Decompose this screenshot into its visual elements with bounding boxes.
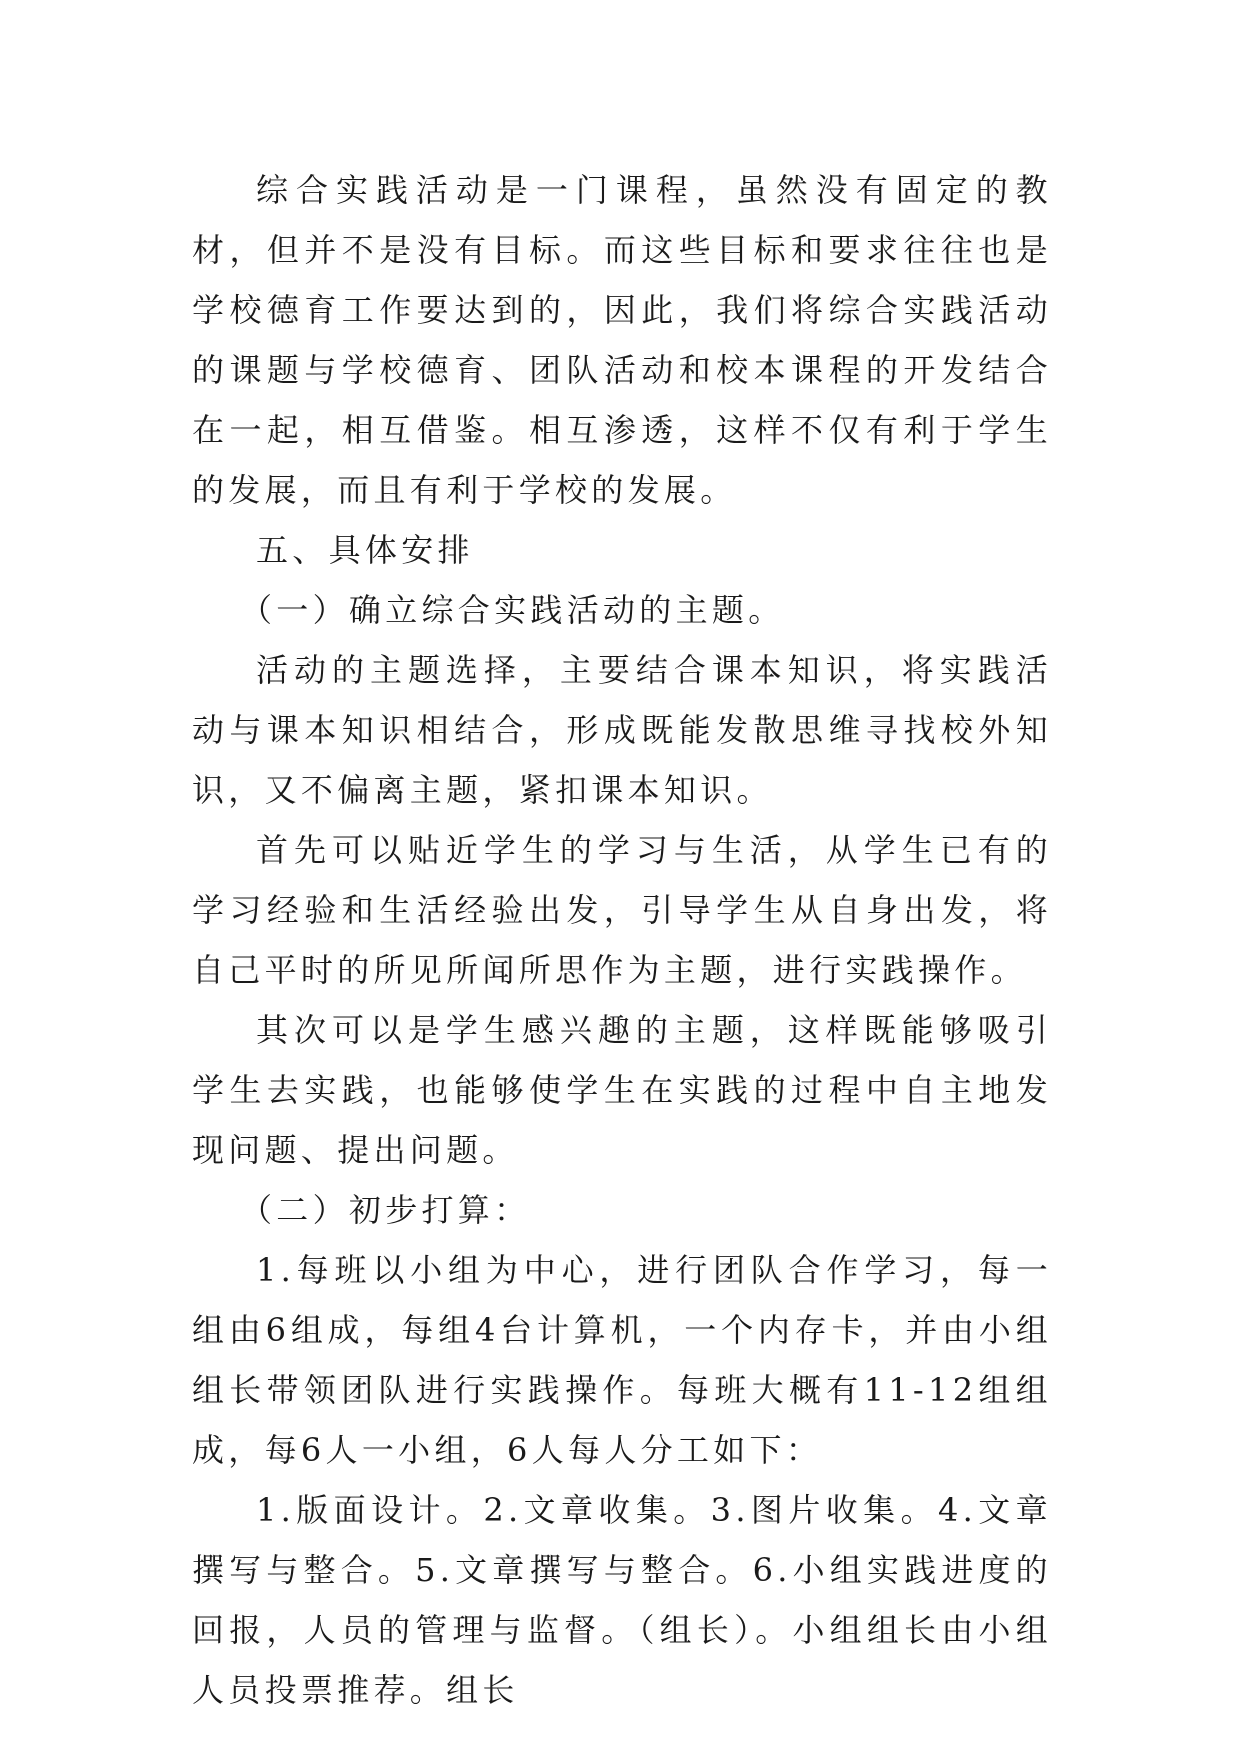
document-body bbox=[192, 160, 1052, 1720]
paragraph-first: 首先可以贴近学生的学习与生活，从学生已有的学习经验和生活经验出发，引导学生从自身出发，将自己平时的所见所闻所思作为主题，进行实践操作。 bbox=[192, 831, 1052, 989]
subsection-heading-plan: （二）初步打算： bbox=[240, 1191, 531, 1229]
paragraph-division-of-labor: 1.版面设计。2.文章收集。3.图片收集。4.文章撰写与整合。5.文章撰写与整合。6.小组实践进度的回报，人员的管理与监督。（组长）。小组组长由小组人员投票推荐。组长 bbox=[192, 1491, 1052, 1709]
paragraph-second: 其次可以是学生感兴趣的主题，这样既能够吸引学生去实践，也能够使学生在实践的过程中自主地发现问题、提出问题。 bbox=[192, 1011, 1052, 1169]
paragraph-group-setup: 1.每班以小组为中心，进行团队合作学习，每一组由6组成，每组4台计算机，一个内存卡，并由小组组长带领团队进行实践操作。每班大概有11-12组组成，每6人一小组，6人每人分工如下： bbox=[192, 1251, 1052, 1469]
subsection-heading-theme: （一）确立综合实践活动的主题。 bbox=[240, 591, 785, 629]
paragraph-intro: 综合实践活动是一门课程，虽然没有固定的教材，但并不是没有目标。而这些目标和要求往往也是学校德育工作要达到的，因此，我们将综合实践活动的课题与学校德育、团队活动和校本课程的开发结合在一起，相互借鉴。相互渗透，这样不仅有利于学生的发展，而且有利于学校的发展。 bbox=[192, 171, 1052, 509]
section-heading-arrangement: 五、具体安排 bbox=[256, 531, 474, 569]
paragraph-theme-selection: 活动的主题选择，主要结合课本知识，将实践活动与课本知识相结合，形成既能发散思维寻找校外知识，又不偏离主题，紧扣课本知识。 bbox=[192, 651, 1052, 809]
